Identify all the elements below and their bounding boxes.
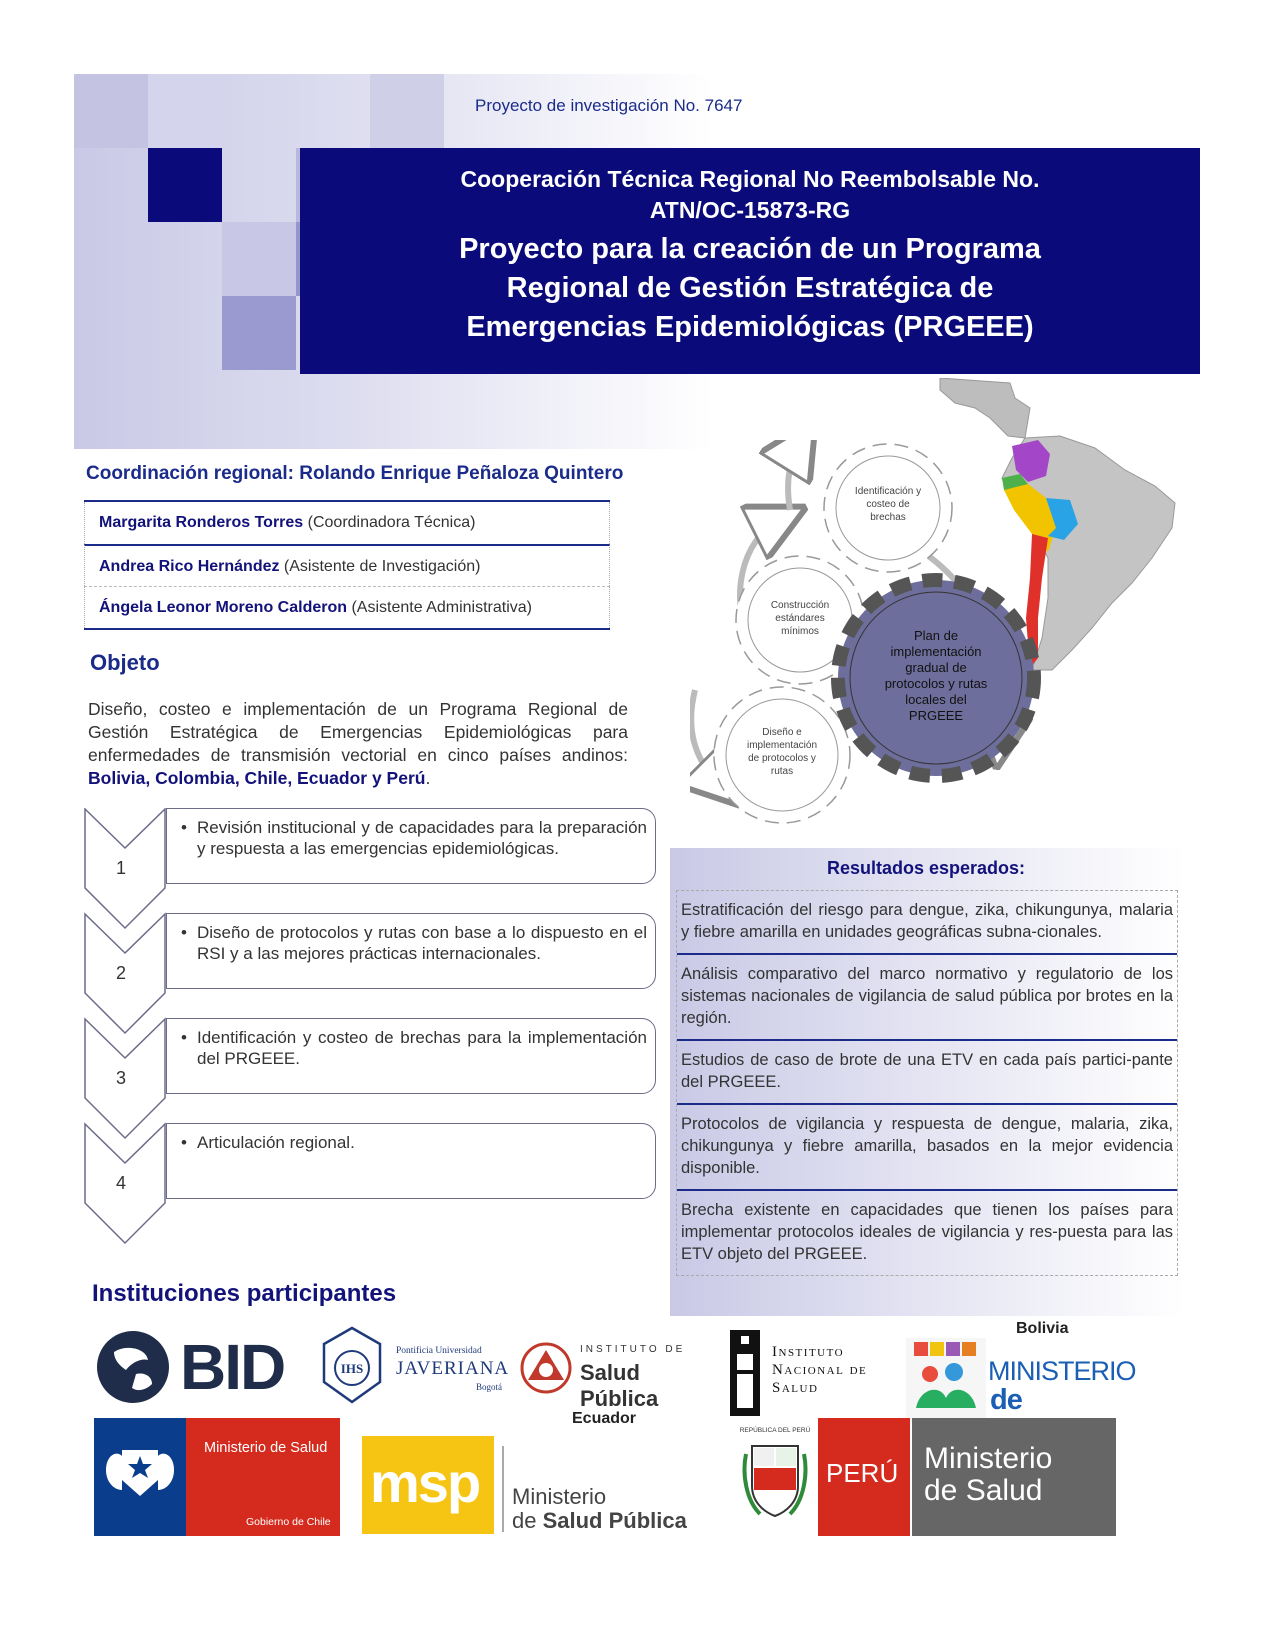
subtitle-line: Cooperación Técnica Regional No Reembolsable No.: [460, 166, 1040, 192]
team-member: [84, 502, 610, 544]
member-name: Andrea Rico Hernández: [99, 558, 280, 575]
gear-text: implementación: [746, 740, 818, 751]
step-number: 1: [116, 858, 127, 878]
member-role: (Asistente Administrativa): [347, 599, 532, 616]
chile-coat-of-arms-icon: [100, 1430, 180, 1510]
chile-blue-panel: [94, 1418, 186, 1536]
chile-gov: Gobierno de Chile: [246, 1516, 331, 1528]
gear-text: Diseño e: [762, 727, 802, 738]
ins-peru-line1: Instituto: [772, 1344, 845, 1360]
ins-peru-icon: [730, 1330, 760, 1416]
ecuador-line2b: Salud Pública: [542, 1508, 687, 1533]
member-name: Ángela Leonor Moreno Calderon: [99, 599, 348, 616]
gear-text: implementación: [890, 644, 982, 659]
step-text: • Revisión institucional y de capacidades para la preparación y respuesta a las emergencias epidemiológicas.: [197, 817, 647, 859]
logo-ministerio-ecuador: [362, 1410, 712, 1536]
gear-text: brechas: [870, 512, 906, 523]
ecuador-line2: [512, 1508, 687, 1534]
team-table: [84, 500, 610, 630]
bolivia-line1: MINISTERIO: [988, 1356, 1136, 1386]
ecuador-line2a: de: [512, 1508, 543, 1533]
gear-text: locales del: [905, 692, 967, 707]
gear-diseno: [714, 687, 850, 823]
title-banner: [300, 148, 1200, 374]
results-title: Resultados esperados:: [826, 858, 1026, 878]
bid-globe-icon: [96, 1330, 170, 1404]
chile-ministry-name: Ministerio de Salud: [204, 1440, 328, 1456]
decor-square: [370, 74, 444, 148]
subtitle-line: ATN/OC-15873-RG: [649, 197, 851, 223]
logo-ins-salud-publica: [520, 1340, 710, 1411]
bolivia-people-icon: [906, 1338, 986, 1422]
result-item: Brecha existente en capacidades que tienen los países para implementar protocolos ideales de vigilancia y res-puesta para las ETV objeto del PRGEEE.: [677, 1189, 1177, 1275]
peru-red-block: [818, 1418, 910, 1536]
objeto-body: Diseño, costeo e implementación de un Programa Regional de Gestión Estratégica de Emergencias Epidemiológicas para enfermedades de transmisión vectorial en cinco países andinos:: [88, 699, 628, 765]
logo-javeriana: [316, 1324, 510, 1408]
bolivia-line2: de: [990, 1384, 1022, 1416]
decor-square: [222, 222, 296, 296]
step-number: 2: [116, 963, 127, 983]
step-text: • Identificación y costeo de brechas para la implementación del PRGEEE.: [197, 1027, 647, 1069]
gear-text: rutas: [770, 766, 794, 777]
ins-name-text: Salud Pública: [580, 1360, 659, 1411]
logo-bid: [96, 1330, 296, 1404]
decor-square: [148, 148, 222, 222]
ecuador-label: Ecuador: [572, 1410, 637, 1427]
ins-top-text: INSTITUTO DE: [580, 1344, 686, 1355]
gear-text: de protocolos y: [748, 753, 816, 764]
ecuador-msp-text: msp: [370, 1451, 480, 1514]
gear-text: PRGEEE: [908, 708, 964, 723]
gear-text: protocolos y rutas: [884, 676, 988, 691]
ecuador-divider: [502, 1446, 504, 1532]
result-item: Análisis comparativo del marco normativo y regulatorio de los sistemas nacionales de vigilancia de salud pública por brotes en la región.: [677, 953, 1177, 1039]
javeriana-name: JAVERIANA: [396, 1358, 510, 1379]
ins-peru-line2: Nacional de: [772, 1362, 868, 1378]
gear-text: gradual de: [905, 660, 967, 675]
decor-square: [222, 296, 296, 370]
step-number: 3: [116, 1068, 127, 1088]
peru-label: PERÚ: [826, 1458, 899, 1488]
logo-ministerio-peru: [740, 1418, 1116, 1536]
logo-ministerio-bolivia: [906, 1320, 1136, 1424]
gear-text: Plan de: [913, 628, 959, 643]
ins-triangle-icon: [520, 1342, 572, 1394]
cycle-arrow: [788, 444, 800, 510]
decor-square: [74, 74, 148, 148]
javeriana-city: Bogotá: [476, 1382, 502, 1392]
gear-text: estándares: [775, 613, 825, 624]
ecuador-msp-block: [362, 1436, 494, 1534]
step-box: [166, 1018, 656, 1094]
peru-line2: de Salud: [924, 1474, 1043, 1507]
gear-text: mínimos: [781, 626, 819, 637]
step-text: • Articulación regional.: [197, 1132, 647, 1153]
member-role: (Asistente de Investigación): [279, 558, 481, 575]
gear-identificacion: [824, 444, 952, 572]
bid-text: BID: [180, 1331, 285, 1403]
decor-square: [148, 74, 222, 148]
team-member: [84, 544, 610, 586]
ins-peru-line3: Salud: [772, 1380, 819, 1396]
member-role: (Coordinadora Técnica): [303, 514, 476, 531]
peru-gray-block: [912, 1418, 1116, 1536]
step-number: 4: [116, 1173, 127, 1193]
result-item: Protocolos de vigilancia y respuesta de dengue, malaria, zika, chikungunya y fiebre amarilla, basados en la mejor evidencia disponible.: [677, 1103, 1177, 1189]
results-list: [676, 890, 1178, 1276]
step-box: [166, 913, 656, 989]
project-number: Proyecto de investigación No. 7647: [475, 96, 743, 115]
ecuador-line1: Ministerio: [512, 1484, 607, 1509]
peru-seal-icon: [740, 1424, 810, 1524]
javeriana-seal-icon: [316, 1324, 388, 1406]
result-item: Estratificación del riesgo para dengue, zika, chikungunya, malaria y fiebre amarilla en unidades geográficas subna-cionales.: [681, 901, 1173, 941]
bolivia-label: Bolivia: [1016, 1320, 1069, 1337]
peru-seal-text: REPÚBLICA DEL PERÚ: [740, 1427, 810, 1434]
gear-text: costeo de: [866, 499, 910, 510]
title-line: Regional de Gestión Estratégica de: [506, 272, 994, 304]
team-member: [84, 586, 610, 628]
process-diagram: [690, 440, 1090, 830]
step-box: [166, 1123, 656, 1199]
institutions-title: Instituciones participantes: [92, 1280, 397, 1307]
gear-plan-implementacion: [838, 580, 1034, 776]
javeriana-seal-text: IHS: [340, 1361, 364, 1376]
title-line: Emergencias Epidemiológicas (PRGEEE): [466, 311, 1034, 343]
logo-ministerio-chile: [94, 1418, 340, 1536]
step-text: • Diseño de protocolos y rutas con base a lo dispuesto en el RSI y a las mejores prácticas internacionales.: [197, 922, 647, 964]
gear-text: Construcción: [770, 600, 830, 611]
javeriana-small: Pontificia Universidad: [396, 1346, 482, 1356]
logo-instituto-nacional-salud: [730, 1330, 900, 1416]
result-item: Estudios de caso de brote de una ETV en cada país partici-pante del PRGEEE.: [677, 1039, 1177, 1103]
objeto-countries: Bolivia, Colombia, Chile, Ecuador y Perú: [88, 768, 426, 788]
objeto-text: [88, 698, 628, 790]
step-box: [166, 808, 656, 884]
coordination-title: Coordinación regional: Rolando Enrique Peñaloza Quintero: [86, 463, 624, 484]
objeto-title: Objeto: [90, 650, 160, 675]
gear-text: Identificación y: [854, 486, 922, 497]
member-name: Margarita Ronderos Torres: [99, 514, 304, 531]
objeto-end: .: [425, 768, 431, 788]
title-line: Proyecto para la creación de un Programa: [459, 233, 1041, 265]
map-central-america: [940, 378, 1030, 438]
peru-line1: Ministerio: [924, 1442, 1053, 1475]
